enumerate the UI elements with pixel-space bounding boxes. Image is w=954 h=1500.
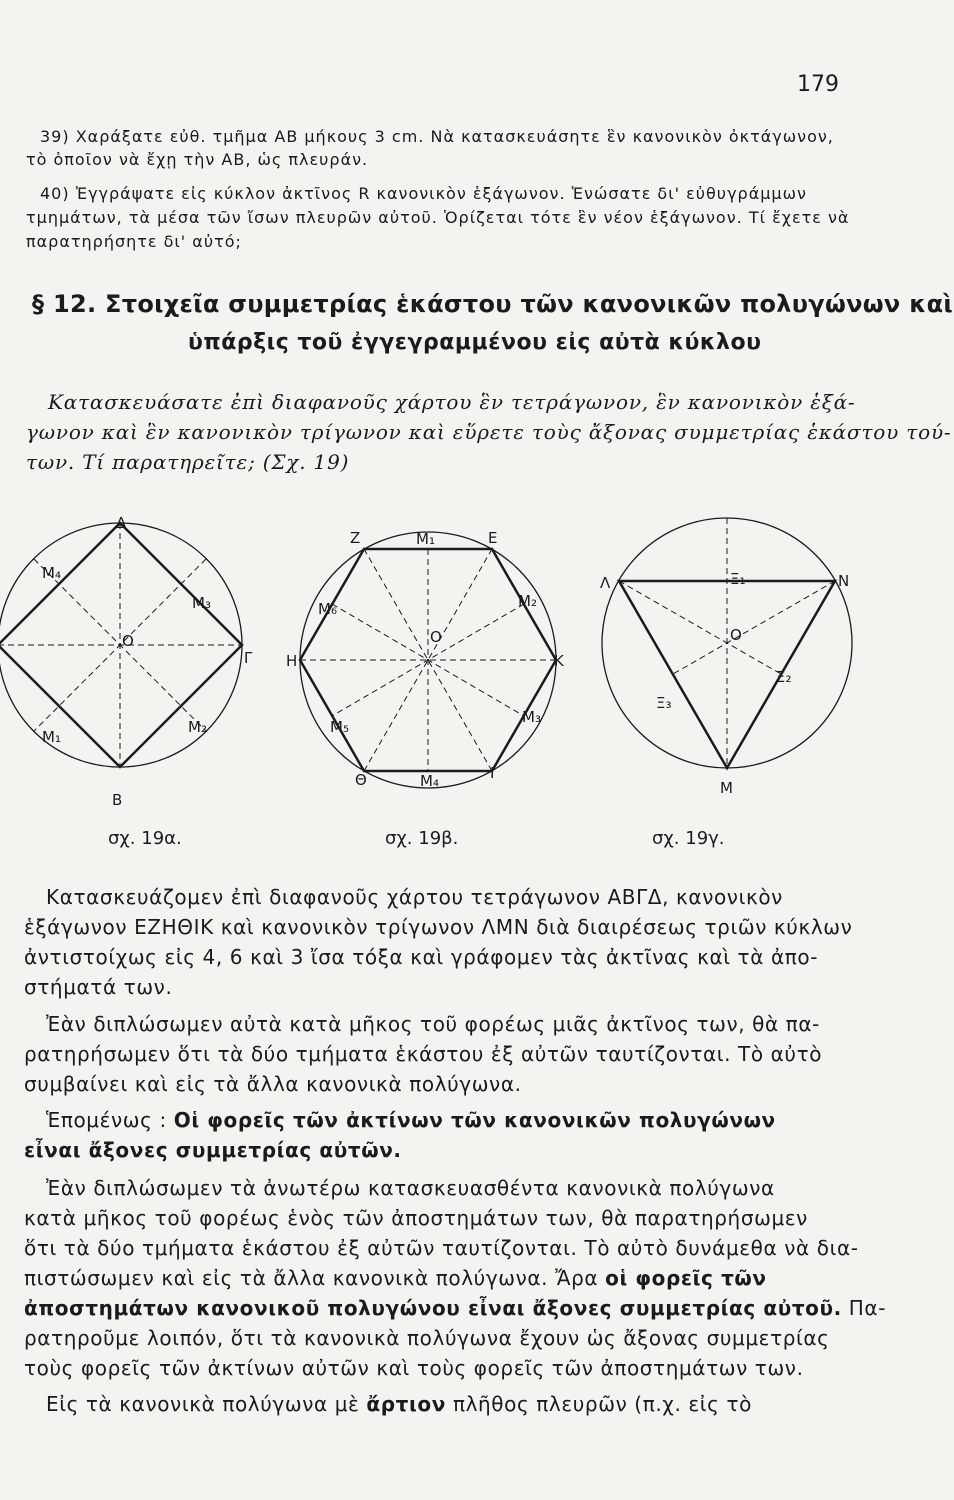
text-line (24, 1296, 886, 1320)
text-line: κατὰ μῆκος τοῦ φορέως ἑνὸς τῶν ἀποστημάτων των, θὰ παρατηρήσωμεν (24, 1206, 808, 1230)
text-line: τὸ ὁποῖον νὰ ἔχῃ τὴν ΑΒ, ὡς πλευράν. (26, 150, 369, 169)
label-O: Ο (122, 632, 134, 650)
label-M1: Μ₁ (416, 530, 435, 548)
label-G: Γ (244, 649, 253, 667)
plain-text: πλῆθος πλευρῶν (π.χ. εἰς τὸ (445, 1392, 752, 1416)
label-M3: Μ₃ (522, 708, 541, 726)
label-TH: Θ (355, 771, 367, 789)
text-line: ρατηρήσωμεν ὅτι τὰ δύο τμήματα ἑκάστου ἐξ αὐτῶν ταυτίζονται. Τὸ αὐτὸ (24, 1042, 823, 1066)
caption-19c: σχ. 19γ. (652, 828, 725, 849)
label-N: Ν (838, 572, 850, 590)
plain-text: Εἰς τὰ κανονικὰ πολύγωνα μὲ (46, 1392, 367, 1416)
text-line: παρατηρήσητε δι' αὐτό; (26, 232, 242, 251)
text-line: ἑξάγωνον ΕΖΗΘΙΚ καὶ κανονικὸν τρίγωνον ΛΜΝ διὰ διαιρέσεως τριῶν κύκλων (24, 915, 853, 939)
label-M5: Μ₅ (330, 718, 349, 736)
text-line (46, 1108, 776, 1132)
figure-19b-hexagon (300, 532, 556, 788)
bold-text: Οἱ φορεῖς τῶν ἀκτίνων τῶν κανονικῶν πολυγώνων (173, 1108, 776, 1132)
lead-text: Ἑπομένως : (46, 1108, 174, 1132)
label-M2: M₂ (188, 718, 207, 736)
label-M: Μ (720, 779, 733, 797)
text-line: ἀντιστοίχως εἰς 4, 6 καὶ 3 ἴσα τόξα καὶ γράφομεν τὰς ἀκτῖνας καὶ τὰ ἀπο- (24, 945, 819, 969)
label-M6: Μ₆ (318, 600, 337, 618)
label-D: Δ (116, 514, 127, 532)
label-X3: Ξ₃ (656, 694, 672, 712)
label-X2: Ξ₂ (776, 668, 792, 686)
page-number: 179 (797, 72, 839, 97)
label-K: Κ (554, 652, 564, 670)
text-line: τμημάτων, τὰ μέσα τῶν ἴσων πλευρῶν αὐτοῦ. Ὁρίζεται τότε ἓν νέον ἑξάγωνον. Τί ἔχετε νὰ (26, 208, 850, 227)
label-M4: M₄ (42, 564, 61, 582)
label-L: Λ (600, 574, 611, 592)
plain-text: Πα- (841, 1296, 887, 1320)
bold-text: οἱ φορεῖς τῶν (605, 1266, 767, 1290)
label-O: Ο (730, 626, 742, 644)
label-I: Ι (490, 764, 495, 782)
text-line: ὅτι τὰ δύο τμήματα ἑκάστου ἐξ αὐτῶν ταυτίζονται. Τὸ αὐτὸ δυνάμεθα νὰ δια- (24, 1236, 859, 1260)
text-line: Κατασκευάζομεν ἐπὶ διαφανοῦς χάρτου τετράγωνον ΑΒΓΔ, κανονικὸν (46, 885, 783, 909)
text-line (24, 1266, 767, 1290)
text-line: Ἐὰν διπλώσωμεν τὰ ἀνωτέρω κατασκευασθέντα κανονικὰ πολύγωνα (46, 1176, 775, 1200)
label-M3: M₃ (192, 594, 211, 612)
label-H: Η (286, 652, 298, 670)
text-line: 40) Ἐγγράψατε εἰς κύκλον ἀκτῖνος R κανονικὸν ἑξάγωνον. Ἑνώσατε δι' εὐθυγράμμων (40, 184, 807, 203)
section-subtitle: ὑπάρξις τοῦ ἐγγεγραμμένου εἰς αὐτὰ κύκλου (188, 330, 762, 355)
label-M1: M₁ (42, 728, 61, 746)
label-O: Ο (430, 628, 442, 646)
paragraph-5 (46, 1392, 752, 1416)
label-E: Ε (488, 529, 498, 547)
text-line: συμβαίνει καὶ εἰς τὰ ἄλλα κανονικὰ πολύγωνα. (24, 1072, 522, 1096)
label-Z: Ζ (350, 529, 361, 547)
label-X1: Ξ₁ (730, 570, 746, 588)
caption-19b: σχ. 19β. (385, 828, 459, 849)
text-line: Κατασκευάσατε ἐπὶ διαφανοῦς χάρτου ἓν τετράγωνον, ἓν κανονικὸν ἑξά- (48, 390, 856, 414)
text-line: ρατηροῦμε λοιπόν, ὅτι τὰ κανονικὰ πολύγωνα ἔχουν ὡς ἄξονας συμμετρίας (24, 1326, 830, 1350)
label-M2: Μ₂ (518, 592, 537, 610)
section-title: § 12. Στοιχεῖα συμμετρίας ἑκάστου τῶν κανονικῶν πολυγώνων καὶ (32, 290, 954, 318)
text-line: γωνον καὶ ἓν κανονικὸν τρίγωνον καὶ εὕρετε τοὺς ἄξονας συμμετρίας ἑκάστου τού- (26, 420, 952, 444)
bold-text: ἄρτιον (366, 1392, 446, 1416)
label-B: Β (112, 791, 123, 809)
label-M4: Μ₄ (420, 772, 439, 790)
bold-text: ἀποστημάτων κανονικοῦ πολυγώνου εἶναι ἄξονες συμμετρίας αὐτοῦ. (24, 1296, 842, 1320)
text-line: εἶναι ἄξονες συμμετρίας αὐτῶν. (24, 1138, 402, 1162)
plain-text: πιστώσωμεν καὶ εἰς τὰ ἄλλα κανονικὰ πολύγωνα. Ἄρα (24, 1266, 606, 1290)
text-line: Ἐὰν διπλώσωμεν αὐτὰ κατὰ μῆκος τοῦ φορέως μιᾶς ἀκτῖνος των, θὰ πα- (46, 1012, 820, 1036)
figure-19c-triangle (602, 518, 852, 768)
figure-19 (0, 510, 954, 810)
text-line: 39) Χαράξατε εὐθ. τμῆμα ΑΒ μήκους 3 cm. Νὰ κατασκευάσητε ἓν κανονικὸν ὀκτάγωνον, (40, 127, 834, 146)
text-line: τοὺς φορεῖς τῶν ἀκτίνων αὐτῶν καὶ τοὺς φορεῖς τῶν ἀποστημάτων των. (24, 1356, 804, 1380)
caption-19a: σχ. 19α. (108, 828, 182, 849)
text-line: στήματά των. (24, 975, 173, 999)
text-line: των. Τί παρατηρεῖτε; (Σχ. 19) (26, 450, 350, 474)
